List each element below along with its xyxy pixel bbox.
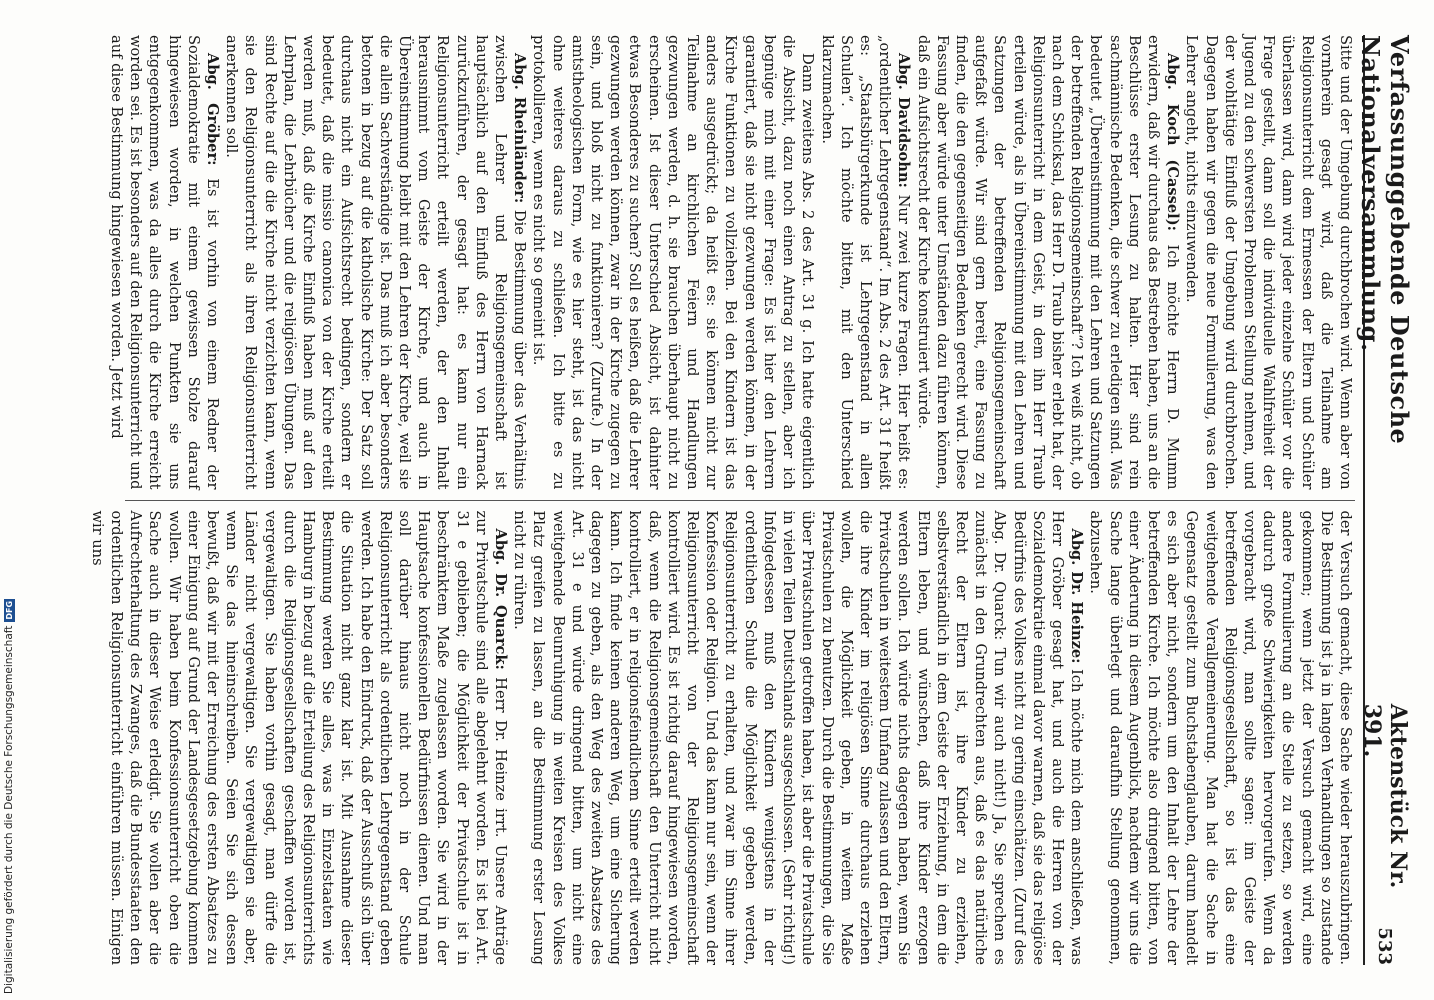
paragraph-text: der Versuch gemacht, diese Sache wieder herauszubringen. Die Bestimmung ist ja in langen Verhandlungen so zustande gekommen; wenn jetzt der Versuch gemacht wird, eine andere Formulierung an die Stelle zu setzen, so werden dadurch große Schwierigkeiten hervorgerufen. Wenn da vorgebracht wird, man sollte sagen: im Geiste der betreffenden Religionsgesellschaft, so ist das eine weitgehende Verallgemeinerung. Man hat die Sache in Gegensatz gestellt zum Buchstabenglauben, darum handelt es sich aber nicht, sondern um den Inhalt der Lehre der betreffenden Kirche. Ich möchte also dringend bitten, von einer Änderung in diesem Augenblick, nachdem wir uns die Sache lange überlegt und daraufhin Stellung genommen, abzusehen. — [1087, 510, 1354, 965]
paragraph — [510, 511, 1086, 966]
left-column — [108, 35, 1355, 501]
paragraph-text: Ich möchte Herrn D. Mumm erwidern, daß wir durchaus das Bestreben haben, uns an die Beschlüsse erster Lesung zu halten. Hier sind rein sachmännische Bedenken, die schwer zu erledigen sind. Was bedeutet „Übereinstimmung mit den Lehren und Satzungen der betreffenden Religionsgemeinschaft“? Ich weiß nicht, ob nach dem Schicksal, das Herr D. Traub bisher erlebt hat, der Religionsunterricht in dem Geist, in dem ihn Herr Traub erteilen würde, als in Übereinstimmung mit den Lehren und Satzungen der betreffenden Religionsgemeinschaft aufgefaßt würde. Wir sind gern bereit, eine Fassung zu finden, die den gegenseitigen Bedenken gerecht wird. Diese Fassung aber würde unter Umständen dazu führen können, daß ein Aufsichtsrecht der Kirche konstruiert würde. — [914, 35, 1182, 490]
paragraph — [222, 35, 529, 490]
paragraph-text: Die Bestimmung über das Verhältnis zwischen Lehrer und Religionsgemeinschaft ist hauptsächlich auf den Einfluß des Herrn von Harnack zurückzuführen, der gesagt hat: es kann nur ein Religionsunterricht erteilt werden, der den Inhalt herausnimmt vom Geiste der Kirche, und auch in Übereinstimmung bleibt mit den Lehren der Kirche, weil sie die allein Sachverständige ist. Das muß ich aber besonders betonen in bezug auf die katholische Kirche: Der Satz soll durchaus nicht ein Aufsichtsrecht bedingen, sondern er bedeutet, daß die missio canonica von der Kirche erteilt werden muß, daß die Kirche Einfluß haben muß auf den Lehrplan, die Lehrbücher und die religiösen Übungen. Das sind Rechte auf die die Kirche nicht verzichten kann, wenn sie den Religionsunterricht als ihren Religionsunterricht anerkennen soll. — [223, 35, 529, 490]
document-number: Aktenstück Nr. 391. — [1359, 703, 1411, 889]
funding-note: Digitalisierung gefördert durch die Deutsche Forschungsgemeinschaft — [3, 625, 15, 994]
rotated-page — [88, 35, 1414, 966]
publication-title: Verfassunggebende Deutsche Nationalversammlung. — [1356, 35, 1414, 445]
paragraph-text: Dann zweitens Abs. 2 des Art. 31 g. Ich hatte eigentlich die Absicht, dazu noch einen Antrag zu stellen, aber ich begnüge mich mit einer Frage: Es ist hier den Lehrern garantiert, daß sie nicht gezwungen werden können, in der Kirche Funktionen zu vollziehen. Bei den Kindern ist das anders ausgedrückt; da heißt es: sie können nicht zur Teilnahme an kirchlichen Feiern und Handlungen gezwungen werden, d. h. sie brauchen überhaupt nicht zu erscheinen. Ist dieser Unterschied Absicht, ist dahinter etwas Besonderes zu suchen? Soll es heißen, daß die Lehrer gezwungen werden können, zwar in der Kirche zugegen zu sein, und bloß nicht zu funktionieren? (Zurufe.) In der amtstheologischen Form, wie es hier steht, ist das nicht ohne weiteres daraus zu schließen. Ich bitte es zu protokollieren, wenn es nicht so gemeint ist. — [530, 35, 817, 490]
speaker-name: Abg. Rheinländer: — [511, 53, 529, 204]
paragraph — [529, 35, 817, 490]
dfg-logo: DFG — [4, 600, 14, 620]
speaker-name: Abg. Dr. Quarck: — [492, 528, 510, 670]
paragraph — [1182, 35, 1355, 490]
text-columns — [88, 35, 1355, 966]
margin-note — [2, 394, 16, 994]
right-column — [88, 501, 1355, 966]
paragraph-text: Ich möchte mich dem anschließen, was Herr Gröber gesagt hat, und auch die Herren von der Sozialdemokratie einmal davor warnen, daß sie das religiöse Bedürfnis des Volkes nicht zu gering einschätzen. (Zuruf des Abg. Dr. Quarck: Tun wir auch nicht!) Ja, Sie sprechen es zunächst in den Grundrechten aus, daß es das natürliche Recht der Eltern ist, ihre Kinder zu erziehen, selbstverständlich in dem Geiste der Erziehung, in dem die Eltern leben, und wünschen, daß ihre Kinder erzogen werden sollen. Ich würde nichts dagegen haben, wenn Sie Privatschulen in weitestem Umfang zulassen und den Eltern, die ihre Kinder im religiösen Sinne durchaus erziehen wollen, die Möglichkeit geben, in weitem Maße Privatschulen zu benutzen. Durch die Bestimmungen, die Sie über Privatschulen getroffen haben, ist aber die Privatschule in vielen Teilen Deutschlands ausgeschlossen. (Sehr richtig!) Infolgedessen muß den Kindern wenigstens in der ordentlichen Schule die Möglichkeit gegeben werden, Religionsunterricht zu erhalten, und zwar im Sinne ihrer Konfession oder Religion. Und das kann nur sein, wenn der Religionsunterricht von der Religionsgemeinschaft kontrolliert wird. Es ist richtig darauf hingewiesen worden, daß, wenn die Religionsgemeinschaft den Unterricht nicht kontrolliert, er in religionsfeindlichem Sinne erteilt werden kann. Ich finde keinen anderen Weg, um eine Sicherung dagegen zu geben, als den Weg des zweiten Absatzes des Art. 31 e und würde dringend bitten, um nicht eine weitgehende Beunruhigung in weiten Kreisen des Volkes Platz greifen zu lassen, an die Bestimmung erster Lesung nicht zu rühren. — [511, 510, 1086, 965]
page-header — [1356, 35, 1414, 965]
page-number: 533 — [1374, 927, 1396, 965]
speaker-name: Abg. Davidsohn: — [895, 53, 913, 188]
paragraph — [817, 35, 913, 490]
paragraph — [107, 35, 222, 490]
paragraph-text: Nur zwei kurze Fragen. Hier heißt es: „ordentlicher Lehrgegenstand“. Im Abs. 2 des Art. 31 f heißt es: „Staatsbürgerkunde ist Lehrgegenstand in allen Schulen“. Ich möchte bitten, mit den Unterschied klarzumachen. — [818, 35, 913, 490]
paragraph — [1086, 511, 1355, 966]
paragraph-text: Herr Dr. Heinze irrt. Unsere Anträge zur Privatschule sind alle abgelehnt worden. Es ist bei Art. 31 e geblieben; die Möglichkeit der Privatschule ist in beschränktem Maße zugelassen worden. Sie wird in der Hauptsache konfessionellen Bedürfnissen dienen. Und man soll darüber hinaus nicht noch in der Schule Religionsunterricht als ordentlichen Lehrgegenstand geben werden. Ich habe den Eindruck, daß der Ausschuß sich über die Situation nicht ganz klar ist. Mit Ausnahme dieser Bestimmung werden Sie alles, was in Einzelstaaten wie Hamburg in bezug auf die Erteilung des Religionsunterrichts durch die Religionsgesellschaften geschaffen worden ist, vergewaltigen. Sie haben vorhin gesagt, man dürfe die Länder nicht vergewaltigen. Sie vergewaltigen sie aber, wenn Sie das hineinschreiben. Seien Sie sich dessen bewußt, daß wir mit der Erreichung des ersten Absatzes zu einer Einigung auf Grund der Landesgesetzgebung kommen wollen. Wir haben beim Konfessionsunterricht oben die Sache auch in dieser Weise erledigt. Sie wollen aber die Aufrechterhaltung des Zwanges, daß die Bundesstaaten den ordentlichen Religionsunterricht einführen müssen. Einigen wir uns — [88, 510, 510, 966]
speaker-name: Abg. Gröber: — [204, 53, 222, 166]
paragraph-text: Es ist vorhin von einem Redner der Sozialdemokratie mit einem gewissen Stolze darauf hingewiesen worden, in welchen Punkten sie uns entgegenkommen, was da alles durch die Kirche erreicht worden sei. Es ist besonders auf den Religionsunterricht und auf diese Bestimmung hingewiesen worden. Jetzt wird — [108, 35, 222, 490]
paragraph — [913, 35, 1182, 490]
speaker-name: Abg. Dr. Heinze: — [1068, 528, 1086, 664]
speaker-name: Abg. Koch (Cassel): — [1164, 53, 1182, 231]
paragraph — [88, 511, 510, 966]
paragraph-text: Sitte und der Umgebung durchbrochen wird. Wenn aber von vornherein gesagt wird, daß die Teilnahme am Religionsunterricht dem Ermessen der Eltern und Schüler überlassen wird, dann wird jeder einzelne Schüler vor die Frage gestellt, dann soll die individuelle Wahlfreiheit der Jugend zu den schwersten Problemen Stellung nehmen, und der wohltätige Einfluß der Umgebung wird durchbrochen. Dagegen haben wir gegen die neue Formulierung, was den Lehrer angeht, nichts einzuwenden. — [1183, 35, 1354, 490]
